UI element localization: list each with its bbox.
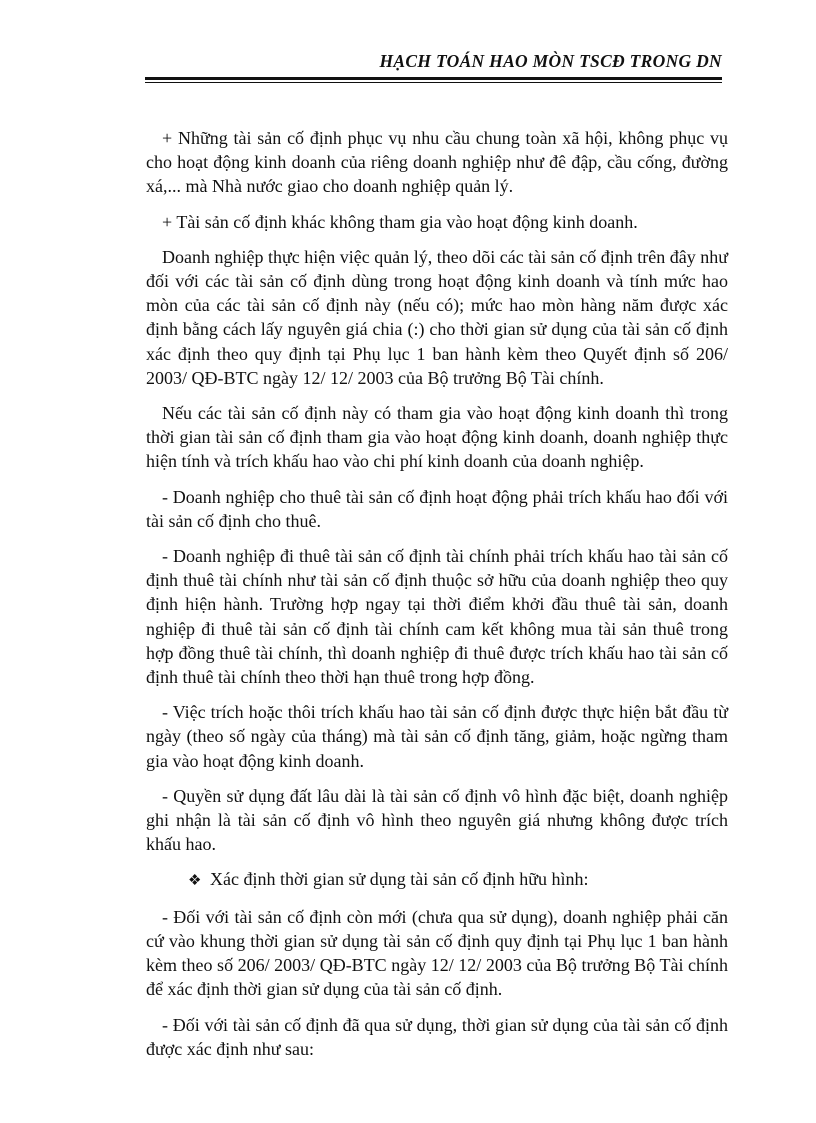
paragraph: + Tài sản cố định khác không tham gia vào hoạt động kinh doanh.	[162, 211, 638, 232]
paragraph: - Việc trích hoặc thôi trích khấu hao tài sản cố định được thực hiện bắt đầu từ ngày (theo số ngày của tháng) mà tài sản cố định tăng, giảm, hoặc ngừng tham gia vào hoạt động kinh doanh.	[146, 702, 728, 771]
document-body	[146, 126, 728, 1072]
page-header	[145, 48, 722, 83]
running-header-title: HẠCH TOÁN HAO MÒN TSCĐ TRONG DN	[379, 51, 722, 71]
diamond-bullet-icon: ❖	[188, 873, 202, 890]
header-rule-thin	[145, 82, 722, 83]
paragraph: - Đối với tài sản cố định còn mới (chưa qua sử dụng), doanh nghiệp phải căn cứ vào khung thời gian sử dụng tài sản cố định quy định tại Phụ lục 1 ban hành kèm theo số 206/ 2003/ QĐ-BTC ngày 12/ 12/ 2003 của Bộ trưởng Bộ Tài chính để xác định thời gian sử dụng của tài sản cố định.	[146, 906, 728, 1000]
bullet-heading	[146, 867, 728, 893]
paragraph: - Doanh nghiệp cho thuê tài sản cố định hoạt động phải trích khấu hao đối với tài sản cố định cho thuê.	[146, 486, 728, 531]
bullet-heading-text: Xác định thời gian sử dụng tài sản cố định hữu hình:	[210, 869, 589, 890]
paragraph: - Đối với tài sản cố định đã qua sử dụng, thời gian sử dụng của tài sản cố định được xác định như sau:	[146, 1014, 728, 1059]
paragraph: Nếu các tài sản cố định này có tham gia vào hoạt động kinh doanh thì trong thời gian tài sản cố định tham gia vào hoạt động kinh doanh, doanh nghiệp thực hiện tính và trích khấu hao vào chi phí kinh doanh của doanh nghiệp.	[146, 403, 728, 472]
paragraph: - Quyền sử dụng đất lâu dài là tài sản cố định vô hình đặc biệt, doanh nghiệp ghi nhận là tài sản cố định vô hình theo nguyên giá nhưng không được trích khấu hao.	[146, 785, 728, 855]
paragraph: + Những tài sản cố định phục vụ nhu cầu chung toàn xã hội, không phục vụ cho hoạt động kinh doanh của riêng doanh nghiệp như đê đập, cầu cống, đường xá,... mà Nhà nước giao cho doanh nghiệp quản lý.	[146, 128, 728, 197]
paragraph: - Doanh nghiệp đi thuê tài sản cố định tài chính phải trích khấu hao tài sản cố định thuê tài chính như tài sản cố định thuộc sở hữu của doanh nghiệp theo quy định hiện hành. Trường hợp ngay tại thời điểm khởi đầu thuê tài sản, doanh nghiệp đi thuê tài sản cố định tài chính cam kết không mua tài sản thuê trong hợp đồng thuê tài chính, thì doanh nghiệp đi thuê được trích khấu hao tài sản cố định thuê tài chính theo thời hạn thuê trong hợp đồng.	[146, 546, 728, 688]
paragraph: Doanh nghiệp thực hiện việc quản lý, theo dõi các tài sản cố định trên đây như đối với các tài sản cố định dùng trong hoạt động kinh doanh và tính mức hao mòn của các tài sản cố định này (nếu có); mức hao mòn hàng năm được xác định bằng cách lấy nguyên giá chia (:) cho thời gian sử dụng của tài sản cố định xác định theo quy định tại Phụ lục 1 ban hành kèm theo Quyết định số 206/ 2003/ QĐ-BTC ngày 12/ 12/ 2003 của Bộ trưởng Bộ Tài chính.	[146, 246, 728, 388]
header-rule-thick	[145, 77, 722, 80]
